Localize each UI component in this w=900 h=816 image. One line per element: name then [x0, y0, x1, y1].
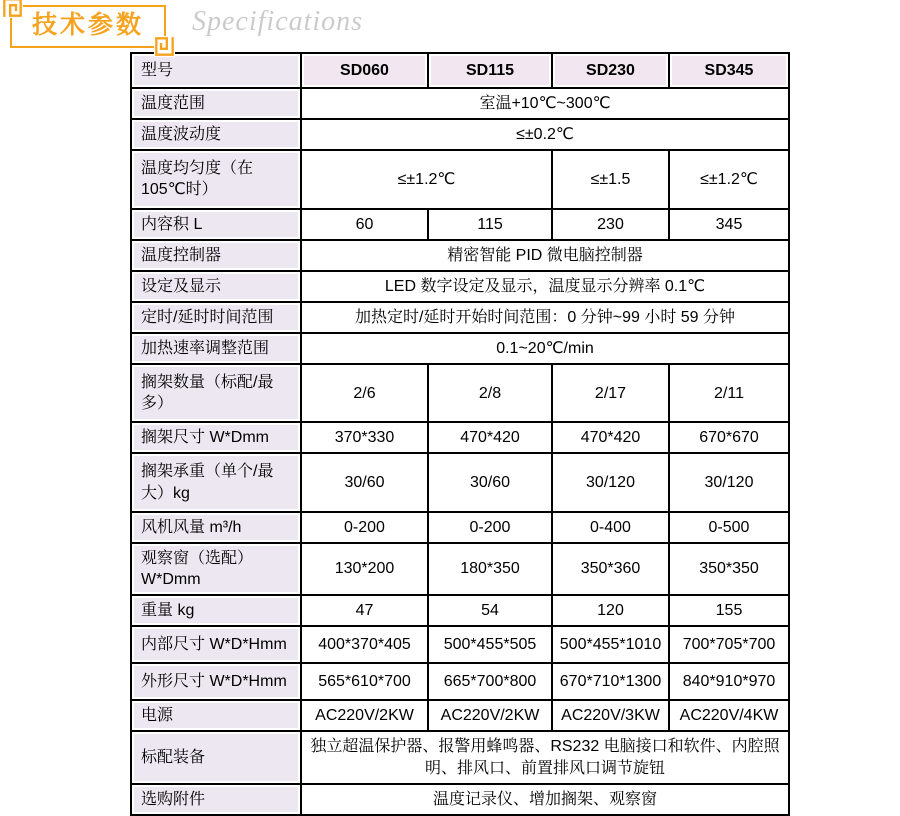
table-header-row: [131, 53, 789, 88]
spec-value: 400*370*405: [301, 626, 428, 663]
table-row: [131, 88, 789, 119]
spec-value: 840*910*970: [669, 663, 789, 700]
spec-value: 2/17: [552, 364, 669, 422]
spec-value: 加热定时/延时开始时间范围：0 分钟~99 小时 59 分钟: [301, 302, 789, 333]
column-header-sd060: SD060: [301, 53, 428, 88]
row-label: 观察窗（选配）W*Dmm: [131, 543, 301, 595]
spec-value: 565*610*700: [301, 663, 428, 700]
row-label: 设定及显示: [131, 271, 301, 302]
table-row: [131, 595, 789, 626]
table-row: [131, 209, 789, 240]
spec-value: 独立超温保护器、报警用蜂鸣器、RS232 电脑接口和软件、内腔照明、排风口、前置排风口调节旋钮: [301, 731, 789, 783]
spec-value: 180*350: [428, 543, 552, 595]
spec-value: 0-200: [301, 512, 428, 543]
column-header-sd115: SD115: [428, 53, 552, 88]
row-label: 电源: [131, 700, 301, 731]
spec-value: 精密智能 PID 微电脑控制器: [301, 240, 789, 271]
row-label: 搁架数量（标配/最多）: [131, 364, 301, 422]
table-row: [131, 453, 789, 511]
row-label: 温度均匀度（在105℃时）: [131, 150, 301, 208]
row-label: 风机风量 m³/h: [131, 512, 301, 543]
spec-value: 470*420: [428, 422, 552, 453]
table-row: [131, 512, 789, 543]
table-row: [131, 271, 789, 302]
specifications-table: [130, 52, 790, 816]
table-row: [131, 302, 789, 333]
section-title-frame: [10, 5, 166, 48]
row-label: 定时/延时时间范围: [131, 302, 301, 333]
spec-value: 60: [301, 209, 428, 240]
spec-value: 670*710*1300: [552, 663, 669, 700]
spec-value: 115: [428, 209, 552, 240]
spec-value: 2/6: [301, 364, 428, 422]
spec-value: 0.1~20℃/min: [301, 333, 789, 364]
spec-value: AC220V/2KW: [301, 700, 428, 731]
row-label: 重量 kg: [131, 595, 301, 626]
spec-value: AC220V/2KW: [428, 700, 552, 731]
table-row: [131, 700, 789, 731]
table-row: [131, 333, 789, 364]
spec-value: ≤±1.2℃: [669, 150, 789, 208]
table-row: [131, 663, 789, 700]
spec-value: 670*670: [669, 422, 789, 453]
spec-value: 0-200: [428, 512, 552, 543]
row-label: 搁架承重（单个/最大）kg: [131, 453, 301, 511]
spec-value: 345: [669, 209, 789, 240]
spec-value: 0-400: [552, 512, 669, 543]
table-row: [131, 364, 789, 422]
spec-value: 2/11: [669, 364, 789, 422]
spec-value: 665*700*800: [428, 663, 552, 700]
spec-value: 350*350: [669, 543, 789, 595]
spec-value: AC220V/3KW: [552, 700, 669, 731]
row-label: 标配装备: [131, 731, 301, 783]
section-subtitle: Specifications: [192, 6, 364, 37]
table-row: [131, 422, 789, 453]
row-label: 内部尺寸 W*D*Hmm: [131, 626, 301, 663]
column-header-sd345: SD345: [669, 53, 789, 88]
table-row: [131, 784, 789, 815]
spec-value: 500*455*505: [428, 626, 552, 663]
corner-ornament-icon: [154, 36, 175, 57]
row-label: 温度范围: [131, 88, 301, 119]
spec-value: 47: [301, 595, 428, 626]
spec-value: 室温+10℃~300℃: [301, 88, 789, 119]
spec-value: 2/8: [428, 364, 552, 422]
spec-value: 700*705*700: [669, 626, 789, 663]
spec-value: 0-500: [669, 512, 789, 543]
row-label: 内容积 L: [131, 209, 301, 240]
spec-value: 54: [428, 595, 552, 626]
spec-value: ≤±1.2℃: [301, 150, 552, 208]
spec-value: 130*200: [301, 543, 428, 595]
spec-value: 30/60: [301, 453, 428, 511]
table-row: [131, 731, 789, 783]
table-row: [131, 626, 789, 663]
spec-value: 155: [669, 595, 789, 626]
spec-value: AC220V/4KW: [669, 700, 789, 731]
row-label: 温度控制器: [131, 240, 301, 271]
table-row: [131, 240, 789, 271]
table-row: [131, 543, 789, 595]
spec-value: 350*360: [552, 543, 669, 595]
row-label: 外形尺寸 W*D*Hmm: [131, 663, 301, 700]
spec-value: LED 数字设定及显示，温度显示分辨率 0.1℃: [301, 271, 789, 302]
row-label: 选购附件: [131, 784, 301, 815]
spec-value: 30/120: [669, 453, 789, 511]
section-title: 技术参数: [32, 11, 145, 39]
column-header-model: 型号: [131, 53, 301, 88]
row-label: 搁架尺寸 W*Dmm: [131, 422, 301, 453]
spec-value: 30/60: [428, 453, 552, 511]
spec-value: ≤±0.2℃: [301, 119, 789, 150]
spec-value: 470*420: [552, 422, 669, 453]
table-row: [131, 150, 789, 208]
spec-value: 370*330: [301, 422, 428, 453]
table-row: [131, 119, 789, 150]
spec-value: 500*455*1010: [552, 626, 669, 663]
corner-ornament-icon: [2, 0, 23, 18]
spec-value: ≤±1.5: [552, 150, 669, 208]
spec-value: 120: [552, 595, 669, 626]
page-header: [0, 0, 900, 48]
spec-value: 230: [552, 209, 669, 240]
spec-value: 30/120: [552, 453, 669, 511]
spec-value: 温度记录仪、增加搁架、观察窗: [301, 784, 789, 815]
row-label: 温度波动度: [131, 119, 301, 150]
column-header-sd230: SD230: [552, 53, 669, 88]
row-label: 加热速率调整范围: [131, 333, 301, 364]
